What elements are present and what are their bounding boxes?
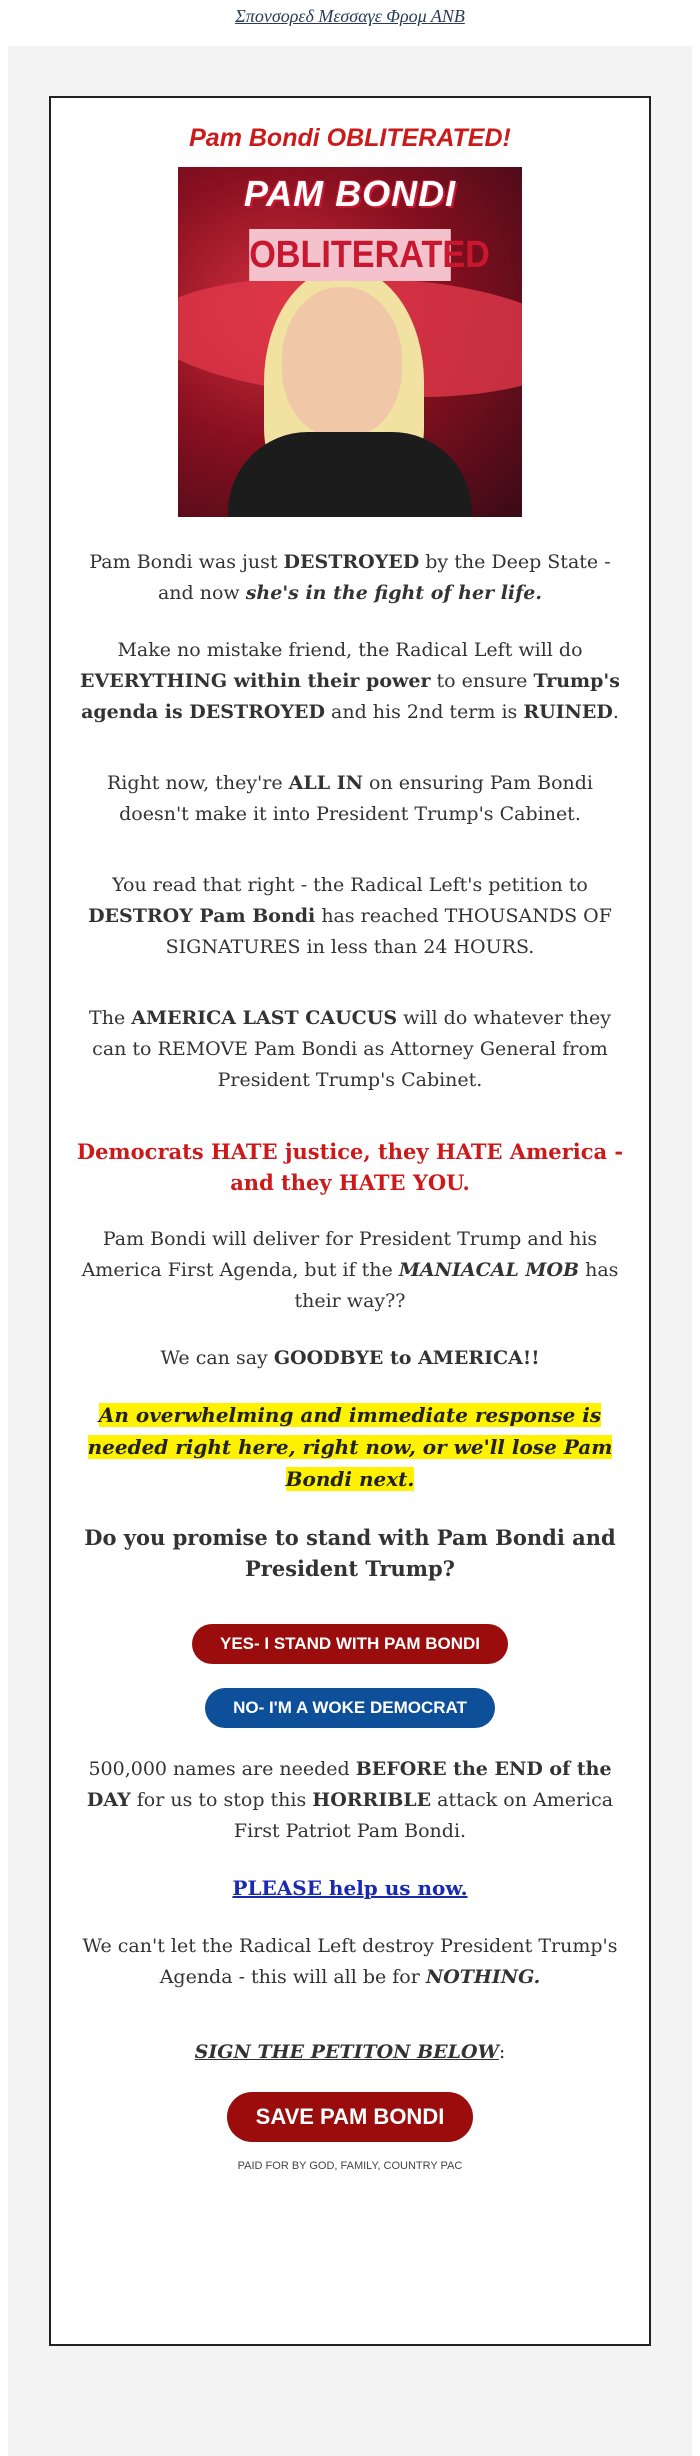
text: and his 2nd term is — [324, 701, 524, 723]
bold-text: DESTROYED — [283, 551, 420, 573]
hero-face — [282, 287, 402, 437]
text: by the Deep State - and now — [157, 551, 611, 604]
paragraph-8 — [73, 1343, 627, 1374]
paragraph-10 — [73, 1754, 627, 1847]
sign-heading — [73, 2037, 627, 2068]
paragraph-5 — [73, 1003, 627, 1096]
text: The — [89, 1007, 132, 1029]
highlighted-text: An overwhelming and immediate response is needed right here, right now, or we'll lose Pam Bondi next. — [87, 1403, 613, 1491]
bold-text: GOODBYE to AMERICA!! — [273, 1347, 540, 1369]
email-card — [49, 96, 651, 2346]
help-link[interactable]: PLEASE help us now. — [232, 1876, 468, 1900]
text: We can say — [160, 1347, 274, 1369]
bold-text: ALL IN — [288, 772, 363, 794]
hero-title-line1: PAM BONDI — [243, 173, 457, 214]
paragraph-4 — [73, 870, 627, 963]
paragraph-2 — [73, 635, 627, 728]
bold-text: BEFORE the END of the DAY — [86, 1758, 612, 1811]
text: 500,000 names are needed — [88, 1758, 356, 1780]
text: Right now, they're — [106, 772, 289, 794]
text: attack on America First Patriot Pam Bondi. — [233, 1789, 614, 1842]
save-pam-bondi-button[interactable]: SAVE PAM BONDI — [227, 2092, 473, 2142]
lower-copy — [51, 1754, 649, 2068]
text: has their way?? — [294, 1259, 619, 1312]
text: Make no mistake friend, the Radical Left will do — [117, 639, 583, 661]
text: has reached THOUSANDS OF SIGNATURES in less than 24 HOURS. — [165, 905, 612, 958]
paragraph-3 — [73, 768, 627, 830]
hero-title-line2: OBLITERATED — [249, 229, 451, 281]
text: . — [612, 701, 619, 723]
bold-italic-text: NOTHING. — [425, 1966, 541, 1988]
body-copy — [51, 547, 649, 1584]
sign-label: SIGN THE PETITON BELOW — [194, 2041, 499, 2063]
bold-italic-text: MANIACAL MOB — [398, 1259, 580, 1281]
text: on ensuring Pam Bondi doesn't make it into President Trump's Cabinet. — [119, 772, 594, 825]
bold-text: RUINED — [523, 701, 613, 723]
paragraph-7 — [73, 1224, 627, 1317]
text: to ensure — [430, 670, 534, 692]
text: Pam Bondi was just — [89, 551, 284, 573]
paragraph-9 — [73, 1400, 627, 1496]
headline: Pam Bondi OBLITERATED! — [189, 124, 511, 152]
hero-image[interactable] — [178, 167, 522, 517]
hero-jacket — [228, 432, 472, 517]
text: You read that right - the Radical Left's petition to — [112, 874, 588, 896]
no-woke-democrat-button[interactable]: NO- I'M A WOKE DEMOCRAT — [205, 1688, 495, 1728]
question: Do you promise to stand with Pam Bondi and President Trump? — [84, 1525, 616, 1581]
paragraph-6-red: Democrats HATE justice, they HATE America - and they HATE YOU. — [76, 1139, 624, 1195]
paragraph-1 — [73, 547, 627, 609]
text: will do whatever they can to REMOVE Pam Bondi as Attorney General from President Trump's Cabinet. — [92, 1007, 611, 1091]
bold-text: AMERICA LAST CAUCUS — [131, 1007, 398, 1029]
bold-italic-text: she's in the fight of her life. — [245, 582, 543, 604]
yes-stand-with-button[interactable]: YES- I STAND WITH PAM BONDI — [192, 1624, 508, 1664]
sponsored-message-banner — [0, 6, 700, 27]
paid-for-disclaimer: PAID FOR BY GOD, FAMILY, COUNTRY PAC — [237, 2160, 463, 2172]
text: for us to stop this — [130, 1789, 313, 1811]
text: We can't let the Radical Left destroy President Trump's Agenda - this will all be for — [82, 1935, 618, 1988]
paragraph-11 — [73, 1931, 627, 1993]
sign-colon: : — [498, 2041, 506, 2063]
sponsor-link[interactable]: Σπονσορεδ Μεσσαγε Φρομ ΑΝΒ — [235, 6, 465, 26]
help-paragraph — [73, 1873, 627, 1905]
bold-text: EVERYTHING within their power — [80, 670, 431, 692]
bold-text: HORRIBLE — [312, 1789, 432, 1811]
bold-text: Trump's agenda is DESTROYED — [81, 670, 620, 723]
bold-text: DESTROY Pam Bondi — [88, 905, 316, 927]
text: Pam Bondi will deliver for President Trump and his America First Agenda, but if the — [81, 1228, 598, 1281]
